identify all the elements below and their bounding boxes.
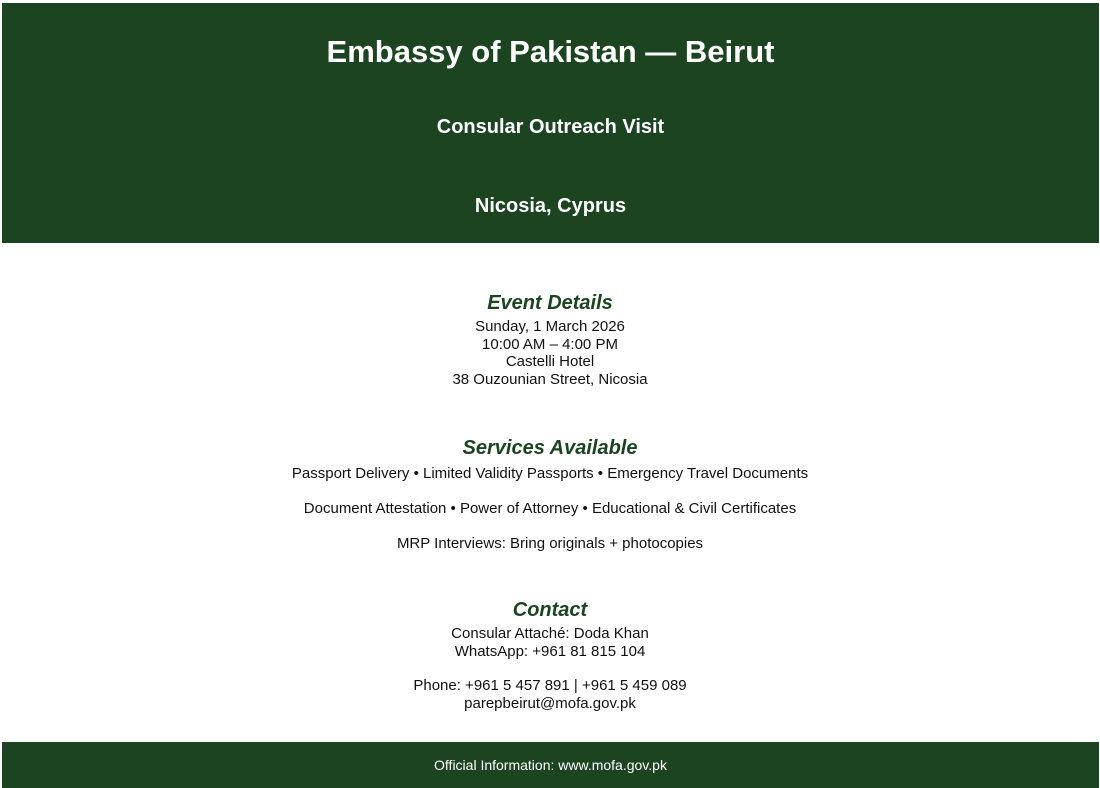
- event-date: Sunday, 1 March 2026: [475, 318, 625, 335]
- contact-email: parepbeirut@mofa.gov.pk: [464, 694, 636, 712]
- services-line-documents: Document Attestation • Power of Attorney • Educational & Civil Certificates: [303, 500, 797, 517]
- footer-banner: [2, 742, 1099, 788]
- header-banner: [2, 3, 1099, 243]
- page-subtitle: Consular Outreach Visit: [436, 116, 665, 138]
- services-line-passports: Passport Delivery • Limited Validity Passports • Emergency Travel Documents: [291, 465, 809, 482]
- page-title: Embassy of Pakistan — Beirut: [326, 34, 775, 69]
- contact-whatsapp: WhatsApp: +961 81 815 104: [454, 642, 646, 660]
- contact-section: [0, 598, 1100, 712]
- event-details-heading: Event Details: [487, 292, 613, 314]
- services-section: [0, 436, 1100, 570]
- event-location: Nicosia, Cyprus: [474, 195, 627, 217]
- event-details-section: [0, 291, 1100, 388]
- contact-attache: Consular Attaché: Doda Khan: [451, 625, 649, 642]
- event-time: 10:00 AM – 4:00 PM: [482, 335, 618, 353]
- contact-heading: Contact: [512, 599, 588, 621]
- services-line-mrp: MRP Interviews: Bring originals + photocopies: [396, 535, 704, 552]
- event-venue: Castelli Hotel: [505, 353, 595, 370]
- services-heading: Services Available: [462, 437, 638, 459]
- footer-text: Official Information: www.mofa.gov.pk: [434, 757, 667, 773]
- contact-phone: Phone: +961 5 457 891 | +961 5 459 089: [413, 677, 687, 694]
- event-address: 38 Ouzounian Street, Nicosia: [452, 370, 648, 388]
